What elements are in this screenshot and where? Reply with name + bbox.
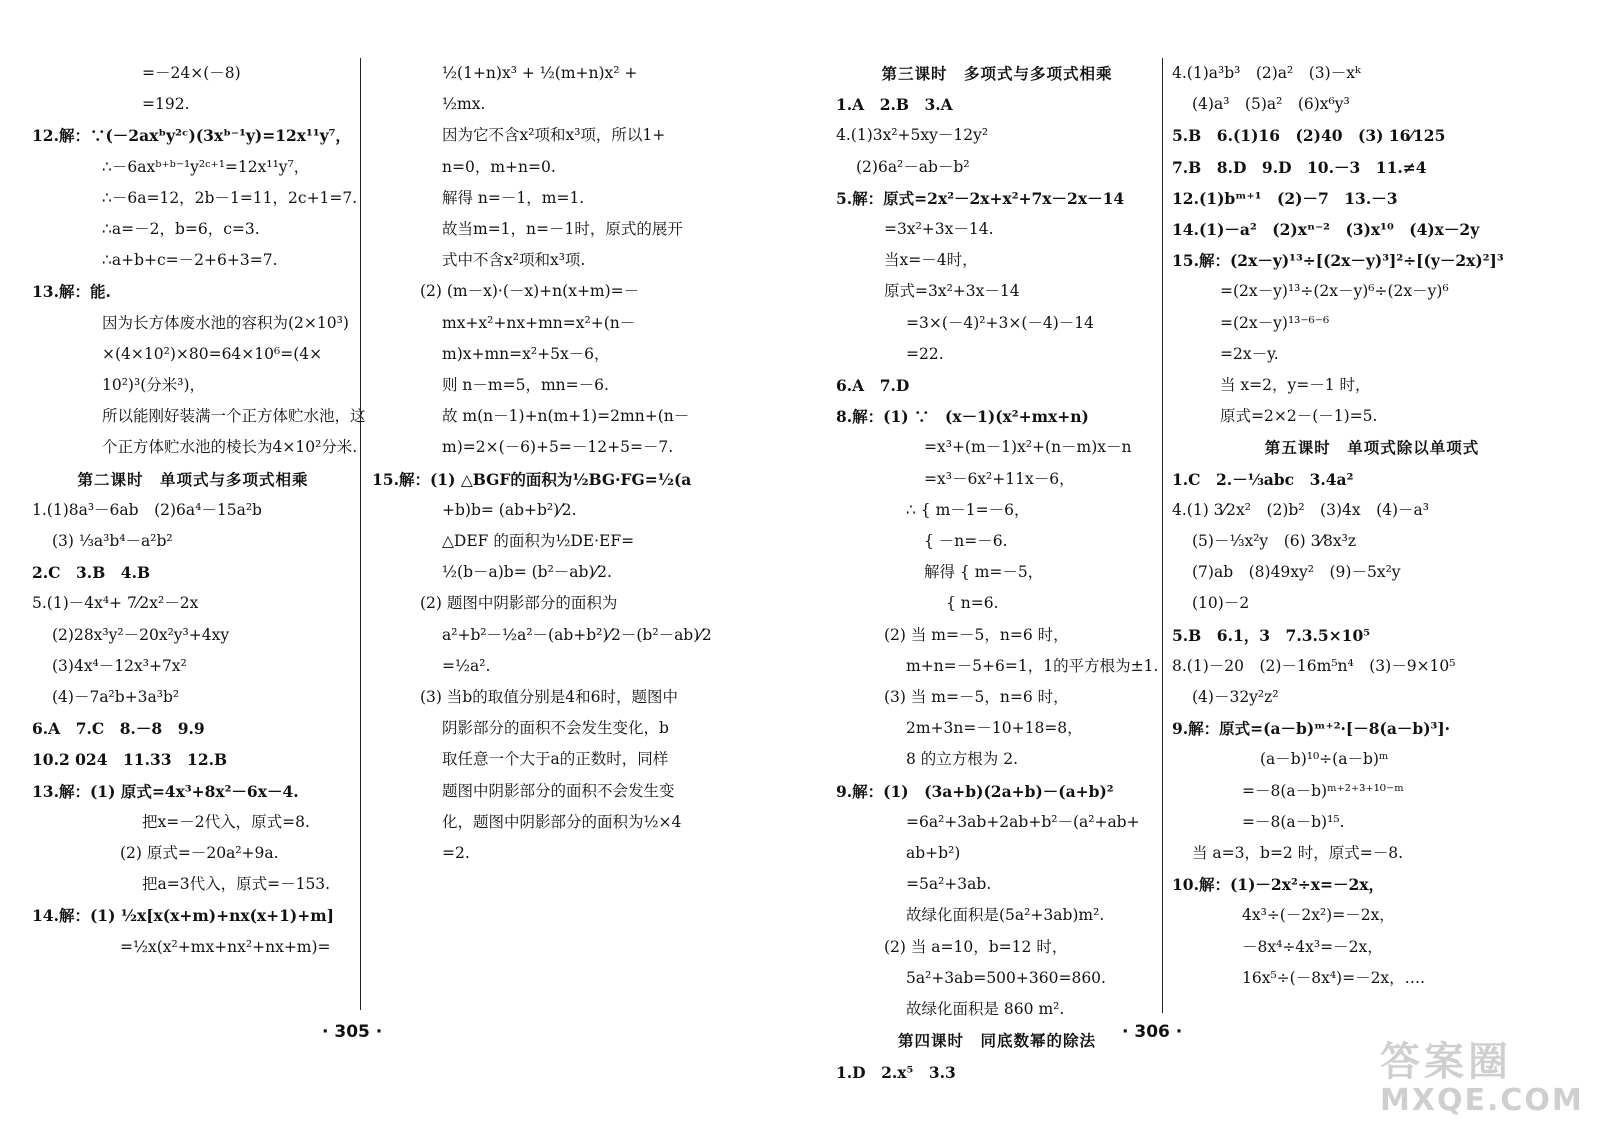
- answer-line: 故 m(n－1)+n(m+1)=2mn+(n－: [442, 407, 690, 426]
- answer-line: 12.解：∵(－2axᵇy²ᶜ)(3xᵇ⁻¹y)=12x¹¹y⁷，: [32, 126, 351, 146]
- answer-line: 原式=2×2－(－1)=5.: [1220, 407, 1378, 426]
- answer-line: =x³+(m－1)x²+(n－m)x－n: [924, 438, 1132, 457]
- answer-line: 4.(1)3x²+5xy－12y²: [836, 126, 989, 145]
- watermark-logo: 答案圈: [1380, 1039, 1512, 1085]
- answer-line: (a－b)¹⁰÷(a－b)ᵐ: [1260, 750, 1389, 769]
- answer-line: (4)－7a²b+3a³b²: [52, 688, 180, 707]
- answer-line: －8x⁴÷4x³=－2x，: [1242, 937, 1383, 956]
- answer-line: 15.解：(2x－y)¹³÷[(2x－y)³]²÷[(y－2x)²]³: [1172, 251, 1504, 271]
- answer-line: 式中不含x²项和x³项.: [442, 251, 586, 270]
- answer-line: 6.A 7.C 8.－8 9.9: [32, 719, 205, 739]
- answer-line: 解得 n=－1，m=1.: [442, 188, 585, 207]
- answer-line: 取任意一个大于a的正数时，同样: [442, 750, 669, 769]
- answer-line: m)x+mn=x²+5x－6，: [442, 344, 610, 363]
- answer-line: 解得 { m=－5，: [924, 563, 1044, 582]
- answer-line: 阴影部分的面积不会发生变化，b: [442, 719, 669, 738]
- answer-line: =22.: [906, 344, 944, 363]
- answer-line: (2)6a²－ab－b²: [856, 157, 970, 176]
- answer-line: ∴a=－2，b=6，c=3.: [102, 220, 260, 239]
- answer-line: a²+b²－½a²－(ab+b²)⁄2－(b²－ab)⁄2: [442, 625, 712, 644]
- answer-line: 题图中阴影部分的面积不会发生变: [442, 781, 675, 800]
- answer-line: ×(4×10²)×80=64×10⁶=(4×: [102, 344, 323, 363]
- answer-line: =(2x－y)¹³÷(2x－y)⁶÷(2x－y)⁶: [1220, 282, 1449, 301]
- answer-line: =½a².: [442, 656, 491, 675]
- answer-line: 4.(1) 3⁄2x² (2)b² (3)4x (4)－a³: [1172, 500, 1429, 519]
- answer-line: =x³－6x²+11x－6，: [924, 469, 1075, 488]
- answer-line: 8.(1)－20 (2)－16m⁵n⁴ (3)－9×10⁵: [1172, 656, 1456, 675]
- right-page-column-divider: [1162, 58, 1163, 1013]
- answer-line: (2)28x³y²－20x²y³+4xy: [52, 625, 230, 644]
- answer-line: =2x－y.: [1220, 344, 1279, 363]
- answer-line: =5a²+3ab.: [906, 875, 992, 894]
- answer-line: (2) (m－x)·(－x)+n(x+m)=－: [420, 282, 640, 301]
- answer-line: (10)－2: [1192, 594, 1250, 613]
- answer-line: 13.解：能.: [32, 282, 111, 302]
- answer-line: ∴a+b+c=－2+6+3=7.: [102, 251, 278, 270]
- left-page-column-divider: [360, 58, 361, 1010]
- right-page-number: · 306 ·: [1122, 1022, 1183, 1042]
- answer-line: 5a²+3ab=500+360=860.: [906, 968, 1106, 987]
- answer-line: 2.C 3.B 4.B: [32, 563, 151, 583]
- section-heading: 第二课时 单项式与多项式相乘: [77, 469, 309, 489]
- answer-line: 个正方体贮水池的棱长为4×10²分米.: [102, 438, 358, 457]
- answer-line: 9.解：原式=(a－b)ᵐ⁺²·[－8(a－b)³]·: [1172, 719, 1451, 739]
- section-heading: 第五课时 单项式除以单项式: [1264, 438, 1480, 458]
- answer-line: △DEF 的面积为½DE·EF=: [442, 532, 635, 551]
- answer-line: 7.B 8.D 9.D 10.－3 11.≠4: [1172, 157, 1427, 177]
- answer-line: 故绿化面积是 860 m².: [906, 1000, 1065, 1019]
- answer-line: 8.解：(1) ∵ (x－1)(x²+mx+n): [836, 407, 1089, 427]
- answer-line: =3×(－4)²+3×(－4)－14: [906, 313, 1095, 332]
- answer-line: 16x⁵÷(－8x⁴)=－2x，….: [1242, 968, 1426, 987]
- answer-line: (2) 题图中阴影部分的面积为: [420, 594, 618, 613]
- section-heading: 第四课时 同底数幂的除法: [897, 1031, 1096, 1051]
- answer-line: +b)b= (ab+b²)⁄2.: [442, 500, 577, 519]
- answer-line: ∴ { m－1=－6，: [906, 500, 1030, 519]
- answer-line: 6.A 7.D: [836, 376, 910, 396]
- watermark-site: MXQE.COM: [1380, 1083, 1584, 1118]
- answer-line: =½x(x²+mx+nx²+nx+m)=: [120, 937, 331, 956]
- answer-line: (2) 当 a=10，b=12 时，: [884, 937, 1068, 956]
- answer-line: 当 a=3，b=2 时，原式=－8.: [1192, 844, 1403, 863]
- answer-line: 故当m=1，n=－1时，原式的展开: [442, 220, 683, 239]
- answer-line: 12.(1)bᵐ⁺¹ (2)－7 13.－3: [1172, 188, 1398, 208]
- answer-line: 9.解：(1) (3a+b)(2a+b)－(a+b)²: [836, 781, 1114, 801]
- answer-line: m)=2×(－6)+5=－12+5=－7.: [442, 438, 674, 457]
- answer-line: =－8(a－b)¹⁵.: [1242, 812, 1345, 831]
- answer-line: 1.A 2.B 3.A: [836, 95, 953, 115]
- answer-line: ab+b²): [906, 844, 961, 863]
- left-page-column-1: [32, 58, 366, 963]
- answer-line: 当x=－4时，: [884, 251, 978, 270]
- answer-line: 5.B 6.(1)16 (2)40 (3) 16⁄125: [1172, 126, 1446, 146]
- answer-line: 把x=－2代入，原式=8.: [142, 812, 310, 831]
- answer-line: 当 x=2，y=－1 时，: [1220, 376, 1371, 395]
- answer-line: 4.(1)a³b³ (2)a² (3)－xᵏ: [1172, 64, 1361, 82]
- answer-line: 14.(1)－a² (2)xⁿ⁻² (3)x¹⁰ (4)x－2y: [1172, 220, 1480, 240]
- answer-line: 15.解：(1) △BGF的面积为½BG·FG=½(a: [372, 469, 692, 489]
- answer-line: n=0，m+n=0.: [442, 157, 556, 176]
- right-page-column-1: [836, 58, 1158, 1088]
- answer-line: 1.(1)8a³－6ab (2)6a⁴－15a²b: [32, 500, 262, 519]
- answer-line: (3) 当 m=－5，n=6 时，: [884, 688, 1069, 707]
- answer-line: =3x²+3x－14.: [884, 220, 994, 239]
- answer-line: 化，题图中阴影部分的面积为½×4: [442, 812, 682, 831]
- right-page-column-2: [1172, 58, 1572, 994]
- answer-line: (3)4x⁴－12x³+7x²: [52, 656, 187, 675]
- answer-line: ½(1+n)x³ + ½(m+n)x² +: [442, 64, 638, 82]
- answer-line: (3) ⅓a³b⁴－a²b²: [52, 532, 173, 551]
- answer-line: =－24×(－8): [142, 64, 241, 82]
- answer-line: 10.解：(1)－2x²÷x=－2x，: [1172, 875, 1384, 895]
- answer-line: mx+x²+nx+mn=x²+(n－: [442, 313, 636, 332]
- answer-line: 10²)³(分米³)，: [102, 376, 206, 395]
- answer-line: 14.解：(1) ½x[x(x+m)+nx(x+1)+m]: [32, 906, 334, 926]
- answer-line: =192.: [142, 95, 190, 114]
- site-watermark: [1380, 1030, 1584, 1135]
- answer-line: 因为长方体废水池的容积为(2×10³): [102, 313, 349, 332]
- answer-line: 4x³÷(－2x²)=－2x，: [1242, 906, 1395, 925]
- answer-line: { －n=－6.: [924, 532, 1008, 551]
- answer-line: 则 n－m=5，mn=－6.: [442, 376, 609, 395]
- answer-line: =2.: [442, 844, 470, 863]
- answer-line: 1.C 2.－⅓abc 3.4a²: [1172, 469, 1354, 489]
- section-heading: 第三课时 多项式与多项式相乘: [881, 64, 1113, 83]
- answer-line: (2) 原式=－20a²+9a.: [120, 844, 279, 863]
- answer-line: (4)－32y²z²: [1192, 688, 1279, 707]
- answer-line: 1.D 2.x⁵ 3.3: [836, 1062, 956, 1082]
- answer-line: (3) 当b的取值分别是4和6时，题图中: [420, 688, 679, 707]
- answer-line: 原式=3x²+3x－14: [884, 282, 1020, 301]
- answer-line: (2) 当 m=－5，n=6 时，: [884, 625, 1069, 644]
- answer-line: (5)－⅓x²y (6) 3⁄8x³z: [1192, 532, 1357, 551]
- answer-line: 5.B 6.1，3 7.3.5×10⁵: [1172, 625, 1371, 645]
- answer-line: 8 的立方根为 2.: [906, 750, 1019, 769]
- answer-line: { n=6.: [946, 594, 999, 613]
- answer-line: ∴－6a=12，2b－1=11，2c+1=7.: [102, 188, 358, 207]
- answer-line: =6a²+3ab+2ab+b²－(a²+ab+: [906, 812, 1140, 831]
- answer-line: =－8(a－b)ᵐ⁺²⁺³⁺¹⁰⁻ᵐ: [1242, 781, 1404, 800]
- answer-line: ½mx.: [442, 95, 486, 114]
- answer-line: 2m+3n=－10+18=8，: [906, 719, 1083, 738]
- answer-line: 所以能刚好装满一个正方体贮水池，这: [102, 407, 366, 426]
- answer-line: 13.解：(1) 原式=4x³+8x²－6x－4.: [32, 781, 299, 801]
- answer-line: ∴－6axᵇ⁺ᵇ⁻¹y²ᶜ⁺¹=12x¹¹y⁷，: [102, 157, 310, 176]
- left-page-column-2: [372, 58, 712, 869]
- answer-line: ½(b－a)b= (b²－ab)⁄2.: [442, 563, 612, 582]
- answer-line: 因为它不含x²项和x³项，所以1+: [442, 126, 666, 145]
- answer-line: 10.2 024 11.33 12.B: [32, 750, 228, 770]
- answer-line: (4)a³ (5)a² (6)x⁶y³: [1192, 95, 1350, 114]
- answer-line: 把a=3代入，原式=－153.: [142, 875, 331, 894]
- answer-line: =(2x－y)¹³⁻⁶⁻⁶: [1220, 313, 1330, 332]
- answer-line: m+n=－5+6=1，1的平方根为±1.: [906, 656, 1159, 675]
- answer-line: 5.(1)－4x⁴+ 7⁄2x²－2x: [32, 594, 199, 613]
- answer-line: (7)ab (8)49xy² (9)－5x²y: [1192, 563, 1401, 582]
- left-page-number: · 305 ·: [322, 1022, 383, 1042]
- answer-line: 故绿化面积是(5a²+3ab)m².: [906, 906, 1105, 925]
- answer-line: 5.解：原式=2x²－2x+x²+7x－2x－14: [836, 188, 1125, 208]
